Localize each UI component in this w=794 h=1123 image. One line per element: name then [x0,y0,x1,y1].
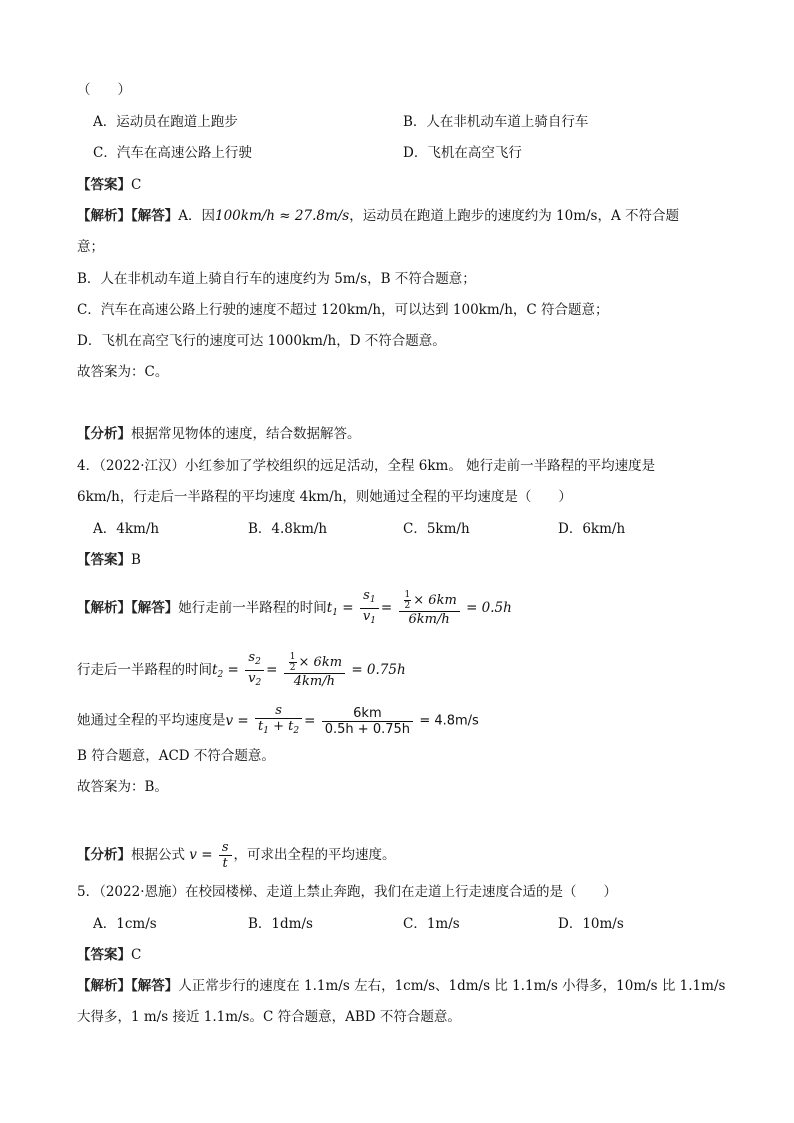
q4-option-b: B．4.8km/h [248,521,328,537]
q3-analysis-d: D．飞机在高空飞行的速度可达 1000km/h，D 不符合题意。 [77,333,446,349]
q5-analysis-line1 [77,977,725,995]
q3-option-c: C．汽车在高速公路上行驶 [93,145,252,161]
fraction-s2-v2: $\frac{s_2}{v_2}$ [245,650,264,691]
t1-result: = 0.5h [466,600,512,616]
v-result: = 4.8m/s [419,713,479,729]
fraction-6km-sum: $\frac{6km}{0.5h + 0.75h}$ [322,706,413,737]
t2-result: = 0.75h [351,662,406,678]
analysis-label: 【解析】【解答】 [77,208,179,224]
q3-stem-tail: （ ） [77,82,131,98]
q3-analysis-a-cont: 意； [77,239,104,255]
t2-formula: $t_2$ = $\frac{s_2}{v_2}$ = $\frac{1}{2}$ × 6km 4km/h [212,662,351,678]
q4-conclusion: 故答案为：B。 [77,779,168,795]
q3-answer [77,176,141,194]
answer-value: C [131,177,142,193]
q5-option-c: C．1m/s [403,916,460,932]
answer-label: 【答案】 [77,177,131,193]
q4-v-line [77,703,479,739]
q4-t1-line [77,588,512,630]
q3-conclusion: 故答案为：C。 [77,364,169,380]
fenxi-label: 【分析】 [77,426,131,442]
analysis-label: 【解析】【解答】 [77,978,179,994]
q3-analysis-a [77,207,679,225]
q3-option-a: A．运动员在跑道上跑步 [93,114,238,130]
answer-label: 【答案】 [77,947,131,963]
analysis-a-post: ，运动员在跑道上跑步的速度约为 10m/s，A 不符合题 [349,208,680,224]
q5-option-d: D．10m/s [558,916,624,932]
fraction-s1-v1: $\frac{s_1}{v_1}$ [360,588,379,629]
q4-t2-line [77,650,406,692]
q5-answer [77,946,141,964]
t2-text: 行走后一半路程的时间 [77,662,212,678]
v-formula: v = $\frac{s}{t_1 + t_2}$ = $\frac{6km}{0.5h + 0.75h}$ [226,713,420,729]
q3-analysis-c: C．汽车在高速公路上行驶的速度不超过 120km/h，可以达到 100km/h，C 符合题意； [77,302,609,318]
velocity-formula: v = $\frac{s}{t}$ [185,847,234,863]
q4-fenxi [77,838,396,872]
q4-answer [77,551,141,569]
fraction-s-t: $\frac{s}{t}$ [219,840,232,871]
q4-stem-line2: 6km/h，行走后一半路程的平均速度 4km/h，则她通过全程的平均速度是（ ） [77,489,572,505]
q4-option-c: C．5km/h [403,521,470,537]
t1-text: 她行走前一半路程的时间 [178,600,327,616]
analysis-a-math: 100km/h ≈ 27.8m/s [215,208,350,224]
fraction-s-t1-t2: $\frac{s}{t_1 + t_2}$ [255,703,302,739]
v-text: 她通过全程的平均速度是 [77,712,226,729]
q3-fenxi [77,425,361,443]
fraction-half-6km-4kmh: $\frac{1}{2}$ × 6km 4km/h [284,652,345,689]
q5-stem: 5．（2022·恩施）在校园楼梯、走道上禁止奔跑，我们在走道上行走速度合适的是（ ） [77,884,617,900]
analysis-label: 【解析】【解答】 [77,600,179,616]
q3-analysis-b: B．人在非机动车道上骑自行车的速度约为 5m/s，B 不符合题意； [77,271,476,287]
fraction-half-6km-6kmh: $\frac{1}{2}$ × 6km 6km/h [399,590,460,627]
answer-label: 【答案】 [77,552,131,568]
q5-option-a: A．1cm/s [93,916,157,932]
q5-option-b: B．1dm/s [248,916,313,932]
q5-analysis-line2: 大得多，1 m/s 接近 1.1m/s。C 符合题意，ABD 不符合题意。 [77,1009,461,1025]
t1-formula: $t_1$ = $\frac{s_1}{v_1}$ = $\frac{1}{2}$ × 6km 6km/h [327,600,466,616]
q4-stem-line1: 4．（2022·江汉）小红参加了学校组织的远足活动，全程 6km。 她行走前一半路程的平均速度是 [77,458,656,474]
fenxi-label: 【分析】 [77,847,131,863]
fenxi-post: ，可求出全程的平均速度。 [233,847,396,863]
analysis-a-pre: A．因 [178,208,215,224]
answer-value: C [131,947,142,963]
q4-option-a: A．4km/h [93,521,160,537]
answer-value: B [131,552,141,568]
fenxi-text: 根据常见物体的速度，结合数据解答。 [131,426,361,442]
analysis-text: 人正常步行的速度在 1.1m/s 左右，1cm/s、1dm/s 比 1.1m/s 小得多，10m/s 比 1.1m/s [178,978,726,994]
q3-option-b: B．人在非机动车道上骑自行车 [403,114,589,130]
q3-option-d: D．飞机在高空飞行 [403,145,522,161]
fenxi-pre: 根据公式 [131,847,185,863]
q4-result-line: B 符合题意，ACD 不符合题意。 [77,748,275,764]
q4-option-d: D．6km/h [558,521,626,537]
